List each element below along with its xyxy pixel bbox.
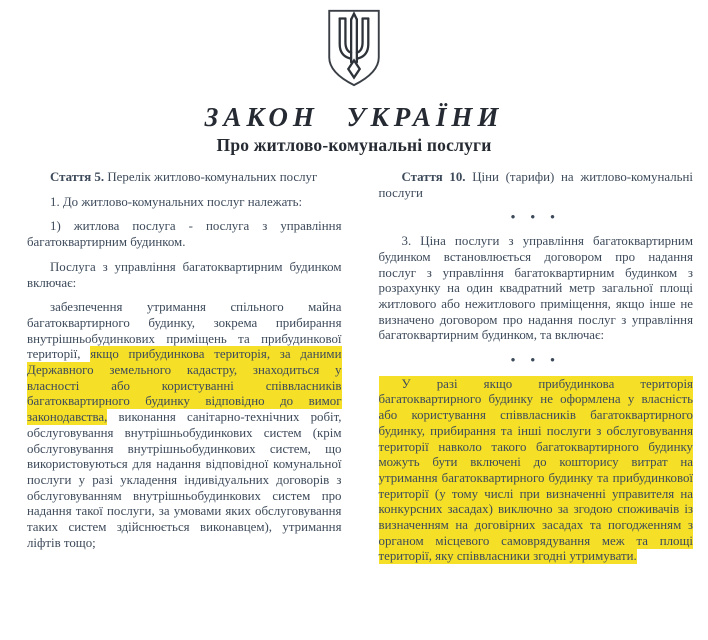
paragraph-housing-service: 1) житлова послуга - послуга з управління багатоквартирним будинком.: [27, 219, 342, 250]
paragraph-service-includes: Послуга з управління багатоквартирним будинком включає:: [27, 259, 342, 290]
text-after-highlight: виконання санітарно-технічних робіт, обслуговування внутрішньобудинкових систем (крім обслуговування внутрішньобудинкових систем, що використовуються для надання відповідної комунальної послуги у разі укладення індивідуальних договорів з обслуговуванням внутрішньобудинкових систем про надання такої послуги, за умовами яких обслуговування таких систем здійснюється виконавцем), утримання ліфтів тощо;: [27, 410, 342, 550]
highlighted-text-left: якщо прибудинкова територія, за даними Державного земельного кадастру, знаходиться у власності або користуванні співвласників багатоквартирного будинку відповідно до вимог законодавства,: [27, 347, 342, 425]
article-5-heading: [27, 170, 342, 186]
paragraph-services-list-intro: 1. До житлово-комунальних послуг належать:: [50, 194, 303, 209]
text-before-highlight: забезпечення утримання спільного майна багатоквартирного будинку, зокрема прибирання внутрішньобудинкових приміщень та прибудинкової території,: [27, 300, 342, 362]
law-title: ЗАКОН УКРАЇНИ: [204, 102, 504, 132]
ukraine-trident-emblem-icon: [323, 8, 385, 88]
highlighted-paragraph-text: У разі якщо прибудинкова територія багатоквартирного будинку не оформлена у власність або користування співвласників багатоквартирного будинку, прибирання та інші послуги з обслуговування території навколо такого багатоквартирного будинку можуть бути включені до кошторису витрат на утримання багатоквартирного будинку та прибудинкової території (у тому числі при визначенні управителя на конкурсних засадах) виключно за згодою споживачів із визначенням на договірних засадах та погодженням з органом місцевого самоврядування меж та площі території, яку співвласники згодні утримувати.: [378, 376, 693, 564]
column-right-article-10: [379, 170, 694, 574]
article-10-heading: [379, 170, 694, 201]
article-10-label: Стаття 10.: [401, 170, 466, 184]
law-subtitle: Про житлово-комунальні послуги: [216, 135, 492, 155]
ellipsis-separator: • • •: [510, 210, 561, 225]
article-10-title: Ціни (тарифи) на житлово-комунальні послуги: [378, 170, 693, 200]
column-left-article-5: [27, 170, 342, 574]
article-5-label: Стаття 5.: [50, 170, 105, 184]
article-5-title: Перелік житлово-комунальних послуг: [107, 170, 318, 184]
highlighted-paragraph: [379, 377, 694, 565]
document-header: [0, 0, 708, 156]
paragraph-price-clause-3: 3. Ціна послуги з управління багатоквартирним будинком встановлюється договором про надання послуг з управління багатоквартирним будинком з розрахунку на один квадратний метр загальної площі житлового або нежитлового приміщення, якщо інше не визначено договором про надання послуг з управління багатоквартирним будинком, та включає:: [378, 234, 693, 343]
highlighted-text-right: [379, 376, 694, 565]
ellipsis-separator: • • •: [510, 353, 561, 368]
paragraph-with-highlight: [27, 300, 342, 551]
two-column-body: [0, 156, 708, 574]
